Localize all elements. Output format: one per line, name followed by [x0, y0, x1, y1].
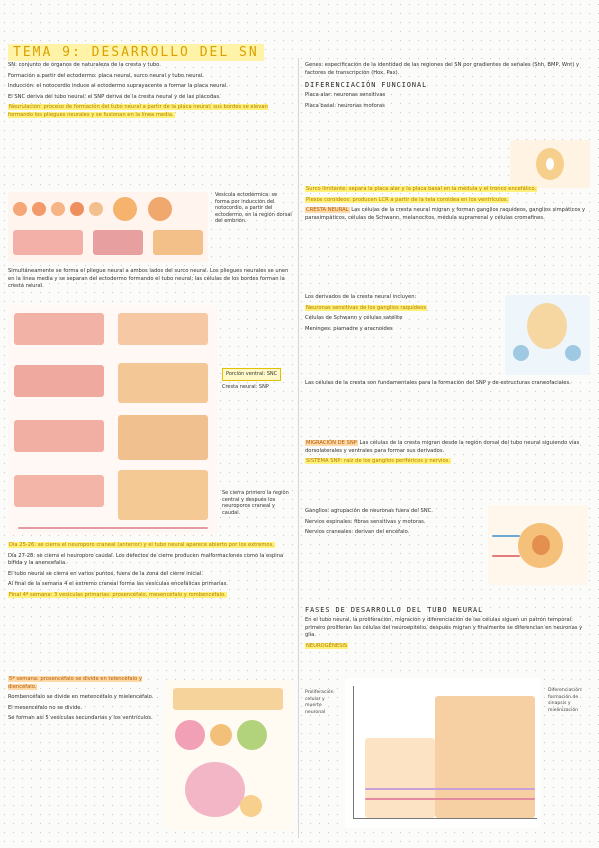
section-a	[14, 313, 104, 345]
crest-list	[305, 294, 495, 336]
crest-paragraph: CRESTA NEURAL Las células de la cresta neural migran y forman ganglios raquídeos, ganglios simpáticos y parasimpáticos, células de Schwann, melanocitos, médula suprarrenal y células cromafines.	[305, 207, 586, 221]
intro-line-4: El SNC deriva del tubo neural; el SNP deriva de la cresta neural y de las placodas.	[8, 93, 221, 100]
chart-band	[365, 788, 535, 790]
canal-lumen	[546, 158, 554, 170]
intro-line-1: SN: conjunto de órganos de naturaleza de la cresta y tubo.	[8, 62, 161, 68]
snp-item-3: Nervios craneales: derivan del encéfalo.	[305, 529, 410, 536]
grey-matter	[532, 535, 550, 555]
chart-right-label: Diferenciación: formación de sinapsis y mielinización	[548, 688, 583, 713]
crest-item-1: Los derivados de la cresta neural incluyen:	[305, 294, 417, 300]
right-section-2	[305, 186, 591, 225]
chart-ramp	[365, 738, 435, 818]
vesicle-strip	[173, 688, 283, 710]
embryo-cell	[51, 202, 65, 216]
crest-head: CRESTA NEURAL	[306, 207, 349, 214]
embryo-cell	[70, 202, 84, 216]
vesicles-line-3: El mesencéfalo no se divide.	[8, 704, 83, 711]
crest-ganglion	[565, 345, 581, 361]
spinal-cord-figure	[510, 140, 590, 188]
fases-tag: NEUROGÉNESIS	[306, 642, 348, 649]
closure-line-3: El tubo neural se cierra en varios puntos, fuera de la zona del cierre inicial.	[8, 570, 203, 577]
snp-note: Cresta neural: SNP	[222, 384, 269, 390]
crest-item-5: Las células de la cresta son fundamentales para la formación del SNP y de estructuras craneofaciales.	[305, 380, 571, 386]
embryo-cell	[13, 202, 27, 216]
vesicles-line-4: Se forman así 5 vesículas secundarias y los ventrículos.	[8, 715, 153, 722]
basal-plate: Placa basal: neuronas motoras	[305, 102, 385, 109]
left-column	[8, 62, 292, 123]
column-divider	[298, 58, 299, 838]
fases-section	[305, 602, 591, 653]
sistema-snp: SISTEMA SNP: raíz de los ganglios periféricos y nervios.	[306, 458, 451, 465]
section-d	[118, 363, 208, 403]
neurulation-figure	[8, 305, 218, 535]
limitante: Surco limitante: separa la placa alar y la placa basal en la médula y el tronco encefálico.	[306, 186, 537, 192]
nerve-root	[492, 535, 520, 537]
section-diferenciacion: DIFERENCIACIÓN FUNCIONAL	[305, 81, 428, 90]
chart-y-axis	[353, 686, 354, 818]
section-c	[14, 365, 104, 397]
closure-section	[8, 542, 292, 603]
fases-heading: FASES DE DESARROLLO DEL TUBO NEURAL	[305, 606, 484, 614]
section-g	[14, 475, 104, 507]
embryo-cell	[89, 202, 103, 216]
neurulation-highlight: Neurulación: proceso de formación del tubo neural a partir de la placa neural; sus bordes se elevan formando los pliegues neurales y se fusionan en la línea media.	[8, 104, 268, 118]
vesicles-section	[8, 676, 158, 726]
vesicles-head: Final 4ª semana: 3 vesículas primarias: prosencéfalo, mesencéfalo y rombencéfalo.	[9, 591, 226, 598]
intro-line-3: Inducción: el notocordio induce al ectodermo suprayacente a formar la placa neural.	[8, 83, 228, 90]
neural-tube-strip	[18, 527, 208, 529]
right-column	[305, 62, 591, 113]
section-h	[118, 470, 208, 520]
brain-vesicles-figure	[165, 680, 293, 830]
tube-section	[527, 303, 567, 349]
section-f	[118, 415, 208, 460]
neurulation-intro	[8, 104, 292, 119]
embryo-disc	[13, 230, 83, 255]
crest-item-3: Células de Schwann y células satélite	[305, 315, 403, 322]
section-b	[118, 313, 208, 345]
alar-plate: Placa alar: neuronas sensitivas	[305, 92, 386, 99]
closure-line-1: Día 25-26: se cierra el neuroporo craneal (anterior) y el tubo neural aparece abierto por los extremos.	[9, 542, 274, 548]
fases-tag-line	[305, 643, 591, 651]
migration-section	[305, 440, 591, 469]
chart-x-axis	[353, 818, 537, 819]
snc-note: Porción ventral: SNC	[222, 368, 281, 381]
section-e	[14, 420, 104, 452]
intro-line-2: Formación a partir del ectodermo: placa neural, surco neural y tubo neural.	[8, 72, 204, 79]
embryo-cell	[148, 197, 172, 221]
neurulation-text: Simultáneamente se forma el pliegue neural a ambos lados del surco neural. Los pliegues neurales se unen en la línea media y se separan del ectodermo formando el tubo neural; las células de los bordes forman la cresta neural.	[8, 268, 289, 290]
vesicles-line-2: Rombencéfalo se divide en metencéfalo y mielencéfalo.	[8, 694, 154, 701]
vesicle-mesencephalon	[210, 724, 232, 746]
crest-item-2: Neuronas sensitivas de los ganglios raquídeos	[306, 304, 427, 311]
crest-item-4: Meninges: piamadre y aracnoides	[305, 325, 393, 332]
closure-line-2: Día 27-28: se cierra el neuroporo caudal. Los defectos de cierre producen malformaciones como la espina bífida y la anencefalia.	[8, 552, 284, 567]
phases-chart	[345, 678, 541, 828]
vesicle-rhombencephalon	[237, 720, 267, 750]
vesicle-prosencephalon	[175, 720, 205, 750]
plexos: Plexos coroideos: producen LCR a partir de la tela coroidea en los ventrículos.	[306, 196, 509, 203]
genes-text: Genes: especificación de la identidad de las regiones del SN por gradientes de señales (Shh, BMP, Wnt) y factores de transcripción (Hox, Pax).	[305, 62, 580, 76]
page-title: TEMA 9: DESARROLLO DEL SN	[8, 44, 264, 61]
snp-item-1: Ganglios: agrupación de neuronas fuera del SNC.	[305, 508, 433, 514]
crest-figure	[505, 295, 590, 375]
vesicles-line-1: 5ª semana: prosencéfalo se divide en telencéfalo y diencéfalo.	[8, 676, 142, 690]
embryo-disc	[93, 230, 143, 255]
chart-band	[365, 798, 535, 800]
chart-left-label: Proliferación celular y muerte neuronal	[305, 690, 334, 715]
migration-head: MIGRACIÓN DE SNP	[306, 440, 357, 446]
embryo-cell	[32, 202, 46, 216]
embryo-note: Vesícula ectodérmica: se forma por inducción del notocordio, a partir del ectodermo, en la región dorsal del embrión.	[215, 192, 292, 224]
snp-item-2: Nervios espinales: fibras sensitivas y motoras.	[305, 518, 426, 525]
migration-paragraph: MIGRACIÓN DE SNP Las células de la cresta migran desde la región dorsal del tubo neural siguiendo vías dorsolaterales y ventrales para formar sus derivados.	[305, 440, 580, 454]
spinal-nerve-figure	[488, 505, 588, 585]
embryo-cell	[113, 197, 137, 221]
crest-ganglion	[513, 345, 529, 361]
embryo-figure	[8, 192, 208, 262]
closure-note: Se cierra primero la región central y después los neuroporos craneal y caudal.	[222, 490, 289, 516]
fases-text: En el tubo neural, la proliferación, migración y diferenciación de las células siguen un patrón temporal: primero proliferan las células del neuroepitelio, después migran y finalmente se diferencian en neuronas y glía.	[305, 617, 583, 639]
brain-stem	[240, 795, 262, 817]
embryo-disc	[153, 230, 203, 255]
nerve-root	[492, 555, 520, 557]
brain-drawing	[185, 762, 245, 817]
snp-items	[305, 508, 485, 540]
closure-line-4: Al final de la semana 4 el extremo craneal forma las vesículas encefálicas primarias.	[8, 581, 228, 588]
